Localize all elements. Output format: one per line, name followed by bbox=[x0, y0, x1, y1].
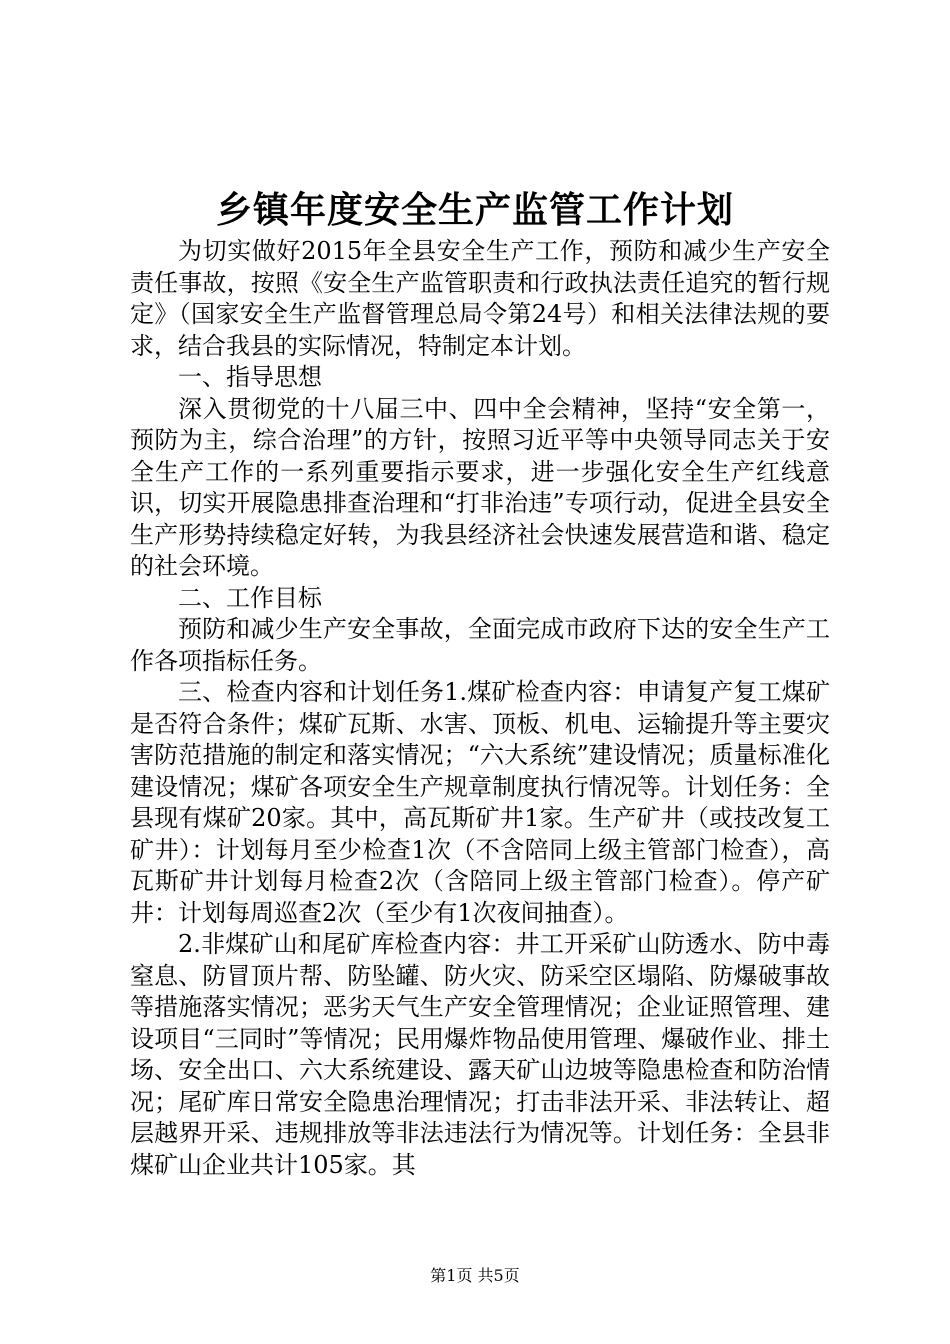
work-goals-paragraph: 预防和减少生产安全事故，全面完成市政府下达的安全生产工作各项指标任务。 bbox=[130, 615, 830, 675]
inspection-coal-paragraph: 三、检查内容和计划任务1.煤矿检查内容：申请复产复工煤矿是否符合条件；煤矿瓦斯、水害、顶板、机电、运输提升等主要灾害防范措施的制定和落实情况；“六大系统”建设情况；质量标准化建设情况；煤矿各项安全生产规章制度执行情况等。计划任务：全县现有煤矿20家。其中，高瓦斯矿井1家。生产矿井（或技改复工矿井）：计划每月至少检查1次（不含陪同上级主管部门检查），高瓦斯矿井计划每月检查2次（含陪同上级主管部门检查）。停产矿井：计划每周巡查2次（至少有1次夜间抽查）。 bbox=[130, 678, 830, 927]
inspection-noncoal-paragraph: 2.非煤矿山和尾矿库检查内容：井工开采矿山防透水、防中毒窒息、防冒顶片帮、防坠罐、防火灾、防采空区塌陷、防爆破事故等措施落实情况；恶劣天气生产安全管理情况；企业证照管理、建设项目“三同时”等情况；民用爆炸物品使用管理、爆破作业、排土场、安全出口、六大系统建设、露天矿山边坡等隐患检查和防治情况；尾矿库日常安全隐患治理情况；打击非法开采、非法转让、超层越界开采、违规排放等非法违法行为情况等。计划任务：全县非煤矿山企业共计105家。其 bbox=[130, 930, 830, 1179]
document-body bbox=[130, 236, 830, 1181]
section-heading-work-goals: 二、工作目标 bbox=[178, 583, 322, 612]
page-number: 第1页 共5页 bbox=[430, 1266, 520, 1285]
guiding-thought-paragraph: 深入贯彻党的十八届三中、四中全会精神，坚持“安全第一，预防为主，综合治理”的方针，按照习近平等中央领导同志关于安全生产工作的一系列重要指示要求，进一步强化安全生产红线意识，切实开展隐患排查治理和“打非治违”专项行动，促进全县安全生产形势持续稳定好转，为我县经济社会快速发展营造和谐、稳定的社会环境。 bbox=[130, 394, 830, 580]
intro-paragraph: 为切实做好2015年全县安全生产工作，预防和减少生产安全责任事故，按照《安全生产监管职责和行政执法责任追究的暂行规定》（国家安全生产监督管理总局令第24号）和相关法律法规的要求，结合我县的实际情况，特制定本计划。 bbox=[130, 237, 830, 360]
document-title: 乡镇年度安全生产监管工作计划 bbox=[215, 189, 734, 231]
section-heading-guiding-thought: 一、指导思想 bbox=[178, 363, 322, 391]
page-footer bbox=[0, 1265, 950, 1287]
